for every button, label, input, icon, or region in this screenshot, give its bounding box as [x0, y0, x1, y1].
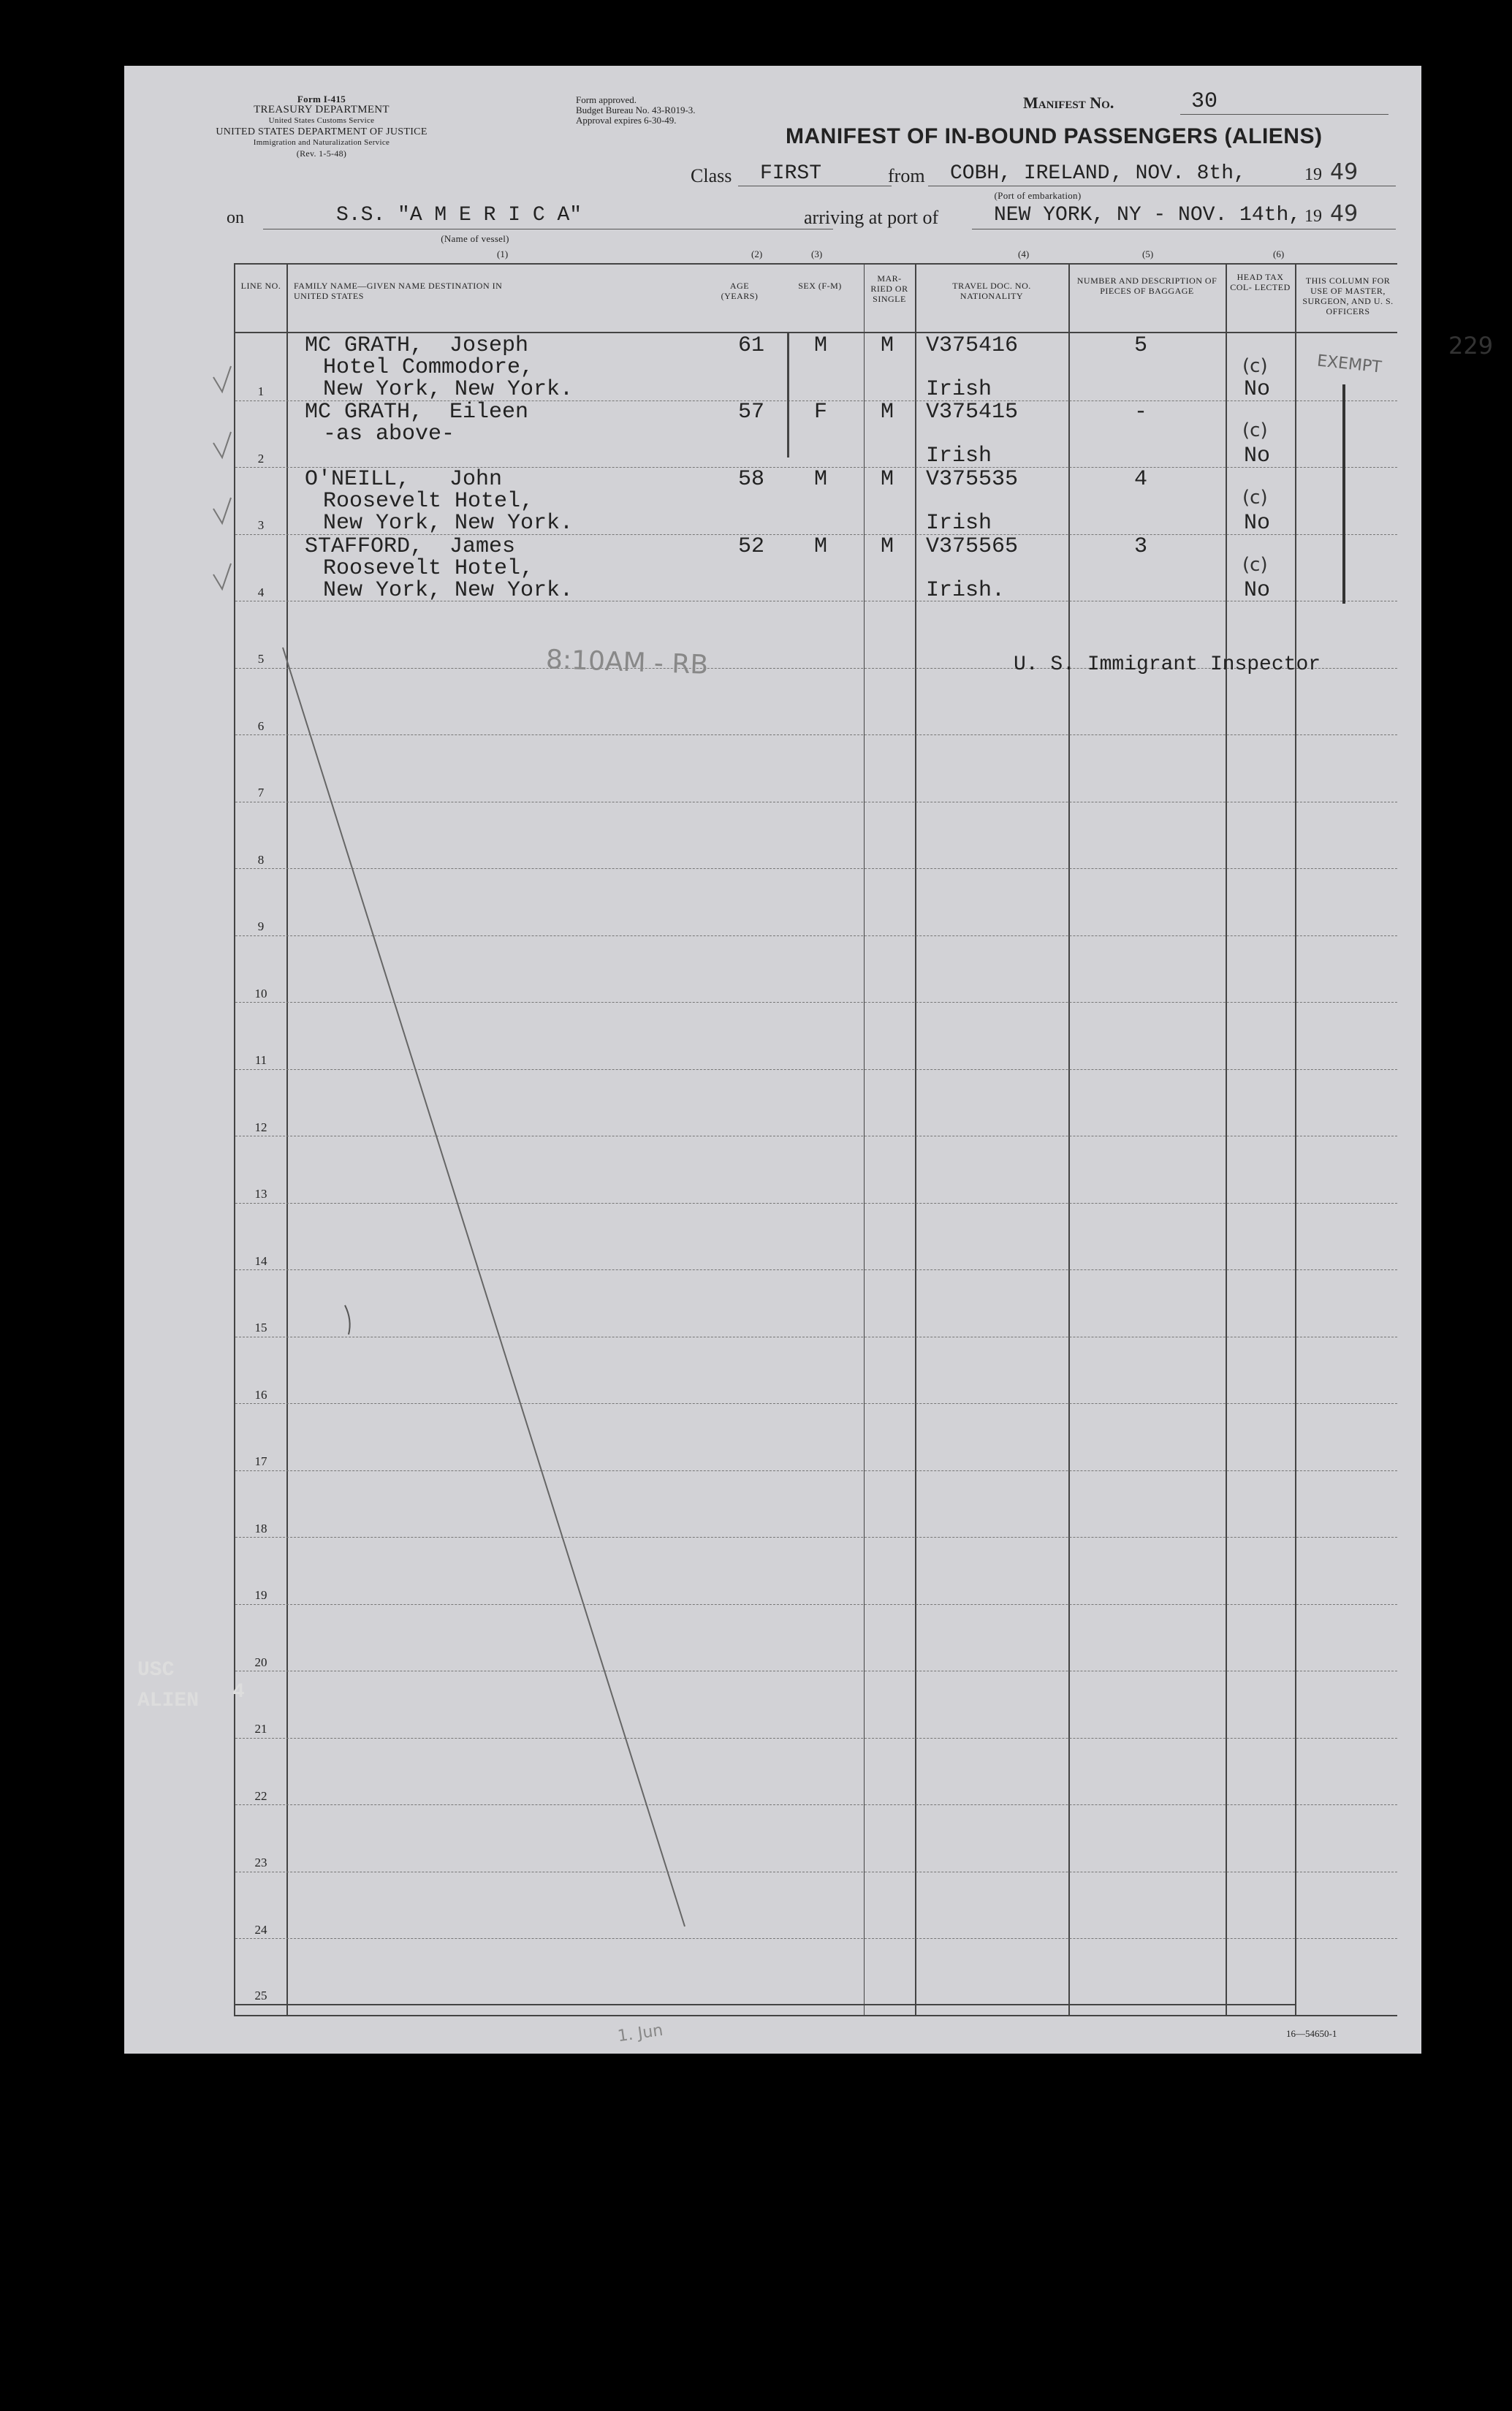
passenger-married: M	[881, 534, 894, 559]
passenger-sex: M	[814, 467, 828, 492]
approval-line: Form approved.	[576, 94, 637, 105]
col-header-head-tax: HEAD TAX COL- LECTED	[1230, 272, 1291, 292]
column-number: (4)	[1018, 248, 1030, 259]
form-number: Form I-415	[297, 94, 346, 105]
passenger-address: Hotel Commodore,	[323, 355, 534, 380]
page-count: 229	[1448, 332, 1494, 360]
column-number: (1)	[497, 248, 509, 259]
column-number: (5)	[1142, 248, 1154, 259]
manifest-number-row	[1023, 89, 1388, 114]
passenger-address: New York, New York.	[323, 511, 574, 536]
vessel-caption: (Name of vessel)	[441, 233, 509, 244]
print-code: 16—54650-1	[1286, 2028, 1337, 2039]
margin-label-usc: USC	[137, 1659, 175, 1682]
line-number: 24	[254, 1923, 267, 1937]
year-value: 49	[1330, 201, 1359, 227]
page-title: MANIFEST OF IN-BOUND PASSENGERS (ALIENS)	[786, 124, 1323, 148]
passenger-doc: V375565	[926, 534, 1019, 559]
year-prefix: 19	[1304, 207, 1322, 226]
line-number: 10	[254, 987, 267, 1001]
passenger-nationality: Irish.	[926, 578, 1006, 603]
col-header-baggage: NUMBER AND DESCRIPTION OF PIECES OF BAGGAGE	[1076, 276, 1217, 296]
line-number: 9	[257, 919, 265, 933]
passenger-baggage: 3	[1134, 534, 1148, 559]
passenger-address: Roosevelt Hotel,	[323, 556, 534, 581]
column-number: (6)	[1273, 248, 1285, 259]
cancel-line	[235, 333, 747, 2014]
passenger-nationality: Irish	[926, 377, 992, 402]
manifest-page	[124, 66, 1494, 2054]
bracket-mark	[787, 333, 794, 457]
head-tax: No	[1244, 444, 1271, 468]
col-header-line-no: LINE NO.	[240, 281, 281, 291]
form-info-block	[197, 94, 446, 159]
col-header-travel: TRAVEL DOC. NO. NATIONALITY	[952, 281, 1031, 301]
column-number-row	[124, 248, 1396, 263]
passenger-doc: V375535	[926, 467, 1019, 492]
passenger-address: New York, New York.	[323, 578, 574, 603]
table-body	[235, 332, 1494, 2014]
inspector-time: 8:10AM - RB	[545, 645, 709, 680]
arrival-port: NEW YORK, NY - NOV. 14th,	[994, 204, 1302, 227]
head-tax-mark: (c)	[1242, 487, 1268, 509]
line-number: 16	[254, 1388, 267, 1402]
passenger-address: New York, New York.	[323, 377, 574, 402]
inspector-label: U. S. Immigrant Inspector	[1014, 653, 1321, 676]
line-number: 7	[257, 786, 265, 800]
line-number: 25	[254, 1989, 267, 2002]
check-marks	[210, 333, 239, 640]
line-number: 22	[254, 1789, 267, 1803]
passenger-age: 58	[738, 467, 765, 492]
line-number: 5	[257, 652, 265, 666]
head-tax: No	[1244, 511, 1271, 536]
approval-line: Approval expires 6-30-49.	[576, 115, 677, 126]
class-row	[124, 159, 1396, 201]
dept-line: Immigration and Naturalization Service	[253, 138, 390, 147]
line-number: 13	[254, 1187, 267, 1201]
head-tax: No	[1244, 578, 1271, 603]
on-label: on	[227, 208, 244, 227]
port-caption: (Port of embarkation)	[994, 190, 1082, 201]
passenger-address: Roosevelt Hotel,	[323, 489, 534, 514]
revision-line: (Rev. 1-5-48)	[296, 148, 347, 159]
col-header-married: MAR- RIED OR SINGLE	[870, 273, 908, 304]
passenger-married: M	[881, 400, 894, 425]
passenger-nationality: Irish	[926, 511, 992, 536]
head-tax-mark: (c)	[1242, 355, 1268, 377]
margin-alien-count: 4	[232, 1681, 245, 1704]
passenger-married: M	[881, 333, 894, 358]
approval-block	[576, 95, 696, 126]
from-label: from	[888, 165, 925, 186]
class-value: FIRST	[760, 162, 822, 185]
manifest-number: 30	[1191, 89, 1218, 114]
exempt-stamp: EXEMPT	[1315, 352, 1383, 377]
line-number: 8	[257, 853, 265, 867]
passenger-age: 61	[738, 333, 765, 358]
line-number: 1	[257, 384, 265, 398]
passenger-baggage: 4	[1134, 467, 1148, 492]
head-tax: No	[1244, 377, 1271, 402]
embark-date: , NOV. 8th,	[1111, 162, 1246, 185]
head-tax-mark: (c)	[1242, 554, 1268, 576]
line-number: 3	[257, 518, 265, 532]
bottom-scribble: 1. Jun	[616, 2021, 664, 2046]
line-number: 6	[257, 719, 265, 733]
passenger-sex: M	[814, 333, 828, 358]
passenger-sex: F	[814, 400, 828, 425]
year-prefix: 19	[1304, 165, 1322, 184]
passenger-age: 57	[738, 400, 765, 425]
passenger-name: O'NEILL, John	[305, 467, 503, 492]
col-header-sex: SEX (F-M)	[798, 281, 842, 291]
passenger-age: 52	[738, 534, 765, 559]
class-label: Class	[691, 165, 732, 186]
officer-vertical-mark	[1342, 384, 1345, 604]
passenger-married: M	[881, 467, 894, 492]
embark-port: COBH, IRELAND	[950, 162, 1110, 185]
line-number: 4	[257, 585, 265, 599]
col-header-officers: THIS COLUMN FOR USE OF MASTER, SURGEON, AND U. S. OFFICERS	[1302, 276, 1394, 316]
passenger-nationality: Irish	[926, 444, 992, 468]
vessel-row	[124, 201, 1396, 245]
passenger-baggage: 5	[1134, 333, 1148, 358]
passenger-doc: V375415	[926, 400, 1019, 425]
approval-line: Budget Bureau No. 43-R019-3.	[576, 105, 696, 115]
line-number: 12	[254, 1120, 267, 1134]
dept-line: UNITED STATES DEPARTMENT OF JUSTICE	[216, 126, 428, 137]
column-number: (2)	[751, 248, 763, 259]
passenger-doc: V375416	[926, 333, 1019, 358]
line-number: 18	[254, 1522, 267, 1535]
vessel-name: S.S. "A M E R I C A"	[336, 204, 582, 227]
line-number: 2	[257, 452, 265, 466]
passenger-address: -as above-	[323, 422, 455, 447]
passenger-name: MC GRATH, Eileen	[305, 400, 529, 425]
manifest-label: Manifest No.	[1023, 94, 1114, 112]
line-number: 17	[254, 1454, 267, 1468]
col-header-name: FAMILY NAME—GIVEN NAME DESTINATION IN UNITED STATES	[294, 281, 503, 301]
dept-line: United States Customs Service	[268, 116, 375, 125]
head-tax-mark: (c)	[1242, 419, 1268, 441]
passenger-baggage: -	[1134, 400, 1148, 425]
manifest-table	[234, 263, 1494, 2016]
year-value: 49	[1330, 159, 1359, 185]
margin-label-alien: ALIEN	[137, 1690, 200, 1712]
line-number: 11	[254, 1053, 267, 1067]
line-number: 19	[254, 1588, 267, 1602]
line-number: 14	[254, 1254, 267, 1268]
line-number: 15	[254, 1321, 267, 1334]
line-number: 23	[254, 1856, 267, 1869]
column-number: (3)	[811, 248, 823, 259]
arriving-label: arriving at port of	[804, 207, 939, 228]
dept-line: TREASURY DEPARTMENT	[254, 104, 390, 115]
line-number: 21	[254, 1722, 267, 1736]
col-header-age: AGE (YEARS)	[721, 281, 759, 301]
passenger-sex: M	[814, 534, 828, 559]
line-number: 20	[254, 1655, 267, 1669]
passenger-name: STAFFORD, James	[305, 534, 516, 559]
passenger-name: MC GRATH, Joseph	[305, 333, 529, 358]
